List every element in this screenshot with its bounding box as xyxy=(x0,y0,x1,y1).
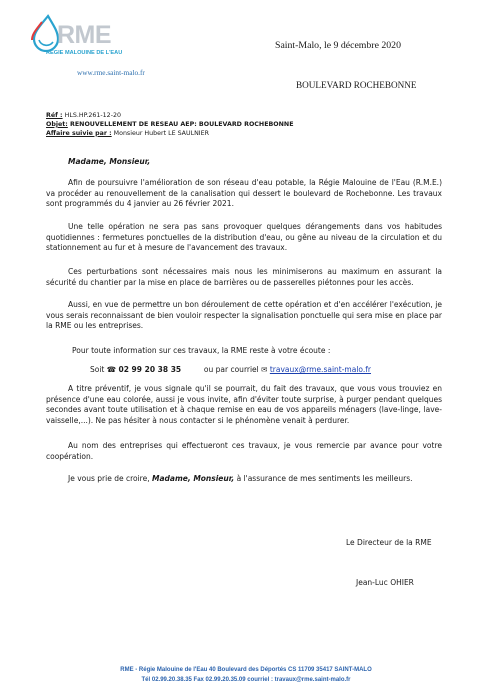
rme-logo xyxy=(26,12,146,77)
closing-paragraph: Je vous prie de croire, Madame, Monsieur, à l'assurance de mes sentiments les meilleurs. xyxy=(68,474,413,483)
footer-address: RME - Régie Malouine de l'Eau 40 Boulevard des Déportés CS 11709 35417 SAINT-MALO xyxy=(120,667,372,673)
object-label: Objet: xyxy=(46,120,68,128)
paragraph-1: Afin de poursuivre l'amélioration de son réseau d'eau potable, la Régie Malouine de l'Eau (R.M.E.) va procéder au renouvellement de la canalisation qui dessert le boulevard de Rochebonne. Les travaux sont programmés du 4 janvier au 26 février 2021. xyxy=(46,178,442,209)
website-link[interactable]: www.rme.saint-malo.fr xyxy=(77,68,145,77)
signatory-name: Jean-Luc OHIER xyxy=(356,578,414,587)
ref-label: Réf : xyxy=(46,112,63,119)
affaire-label: Affaire suivie par : xyxy=(46,129,112,137)
paragraph-3: Ces perturbations sont nécessaires mais nous les minimiserons au maximum en assurant la sécurité du chantier par la mise en place de barrières ou de passerelles piétonnes pour les accès. xyxy=(46,267,442,287)
contact-intro: Pour toute information sur ces travaux, la RME reste à votre écoute : xyxy=(72,346,331,355)
paragraph-4: Aussi, en vue de permettre un bon déroulement de cette opération et d'en accélérer l'exécution, je vous serais reconnaissant de bien vouloir respecter la signalisation ponctuelle qui sera mise en place par la RME ou les entreprises. xyxy=(46,300,442,331)
paragraph-2: Une telle opération ne sera pas sans provoquer quelques dérangements dans vos habitudes quotidiennes : fermetures ponctuelles de la distribution d'eau, ou gêne au niveau de la circulation et du stationnement au fur et à mesure de l'avancement des travaux. xyxy=(46,222,442,253)
contact-line xyxy=(90,365,371,374)
footer-contact: Tél 02.99.20.38.35 Fax 02.99.20.35.09 courriel : travaux@rme.saint-malo.fr xyxy=(141,677,351,683)
affaire-value: Monsieur Hubert LE SAULNIER xyxy=(113,129,210,137)
phone-number[interactable]: 02 99 20 38 35 xyxy=(118,365,182,374)
ref-value: HLS.HP.261-12-20 xyxy=(64,112,121,119)
mail-prefix: ou par courriel xyxy=(203,365,259,374)
salutation: Madame, Monsieur, xyxy=(68,157,151,166)
signatory-title: Le Directeur de la RME xyxy=(346,538,432,547)
phone-icon: ☎ xyxy=(106,365,117,374)
recipient-address: BOULEVARD ROCHEBONNE xyxy=(296,80,417,90)
object-value: RENOUVELLEMENT DE RESEAU AEP: BOULEVARD ROCHEBONNE xyxy=(70,120,294,128)
closing-salutation: Madame, Monsieur, xyxy=(152,474,235,483)
email-link[interactable]: travaux@rme.saint-malo.fr xyxy=(269,365,371,374)
logo-text: RME xyxy=(57,21,112,49)
reference-block xyxy=(46,112,294,138)
mail-icon: ✉ xyxy=(261,365,268,374)
paragraph-5: A titre préventif, je vous signale qu'il se pourrait, du fait des travaux, que vous vous trouviez en présence d'une eau colorée, aussi je vous invite, afin d'éviter toute surprise, à purger pendant quelques secondes avant toute utilisation et à chaque remise en eau de vos appareils ménagers (lave-linge, lave-vaisselle,...). Ne pas hésiter à nous contacter si le phénomène venait à perdurer. xyxy=(46,384,442,426)
logo-subtitle: RÉGIE MALOUINE DE L'EAU xyxy=(46,50,123,56)
letter-date: Saint-Malo, le 9 décembre 2020 xyxy=(275,40,401,51)
paragraph-6: Au nom des entreprises qui effectueront ces travaux, je vous remercie par avance pour votre coopération. xyxy=(46,441,442,461)
contact-soit: Soit xyxy=(90,365,105,374)
